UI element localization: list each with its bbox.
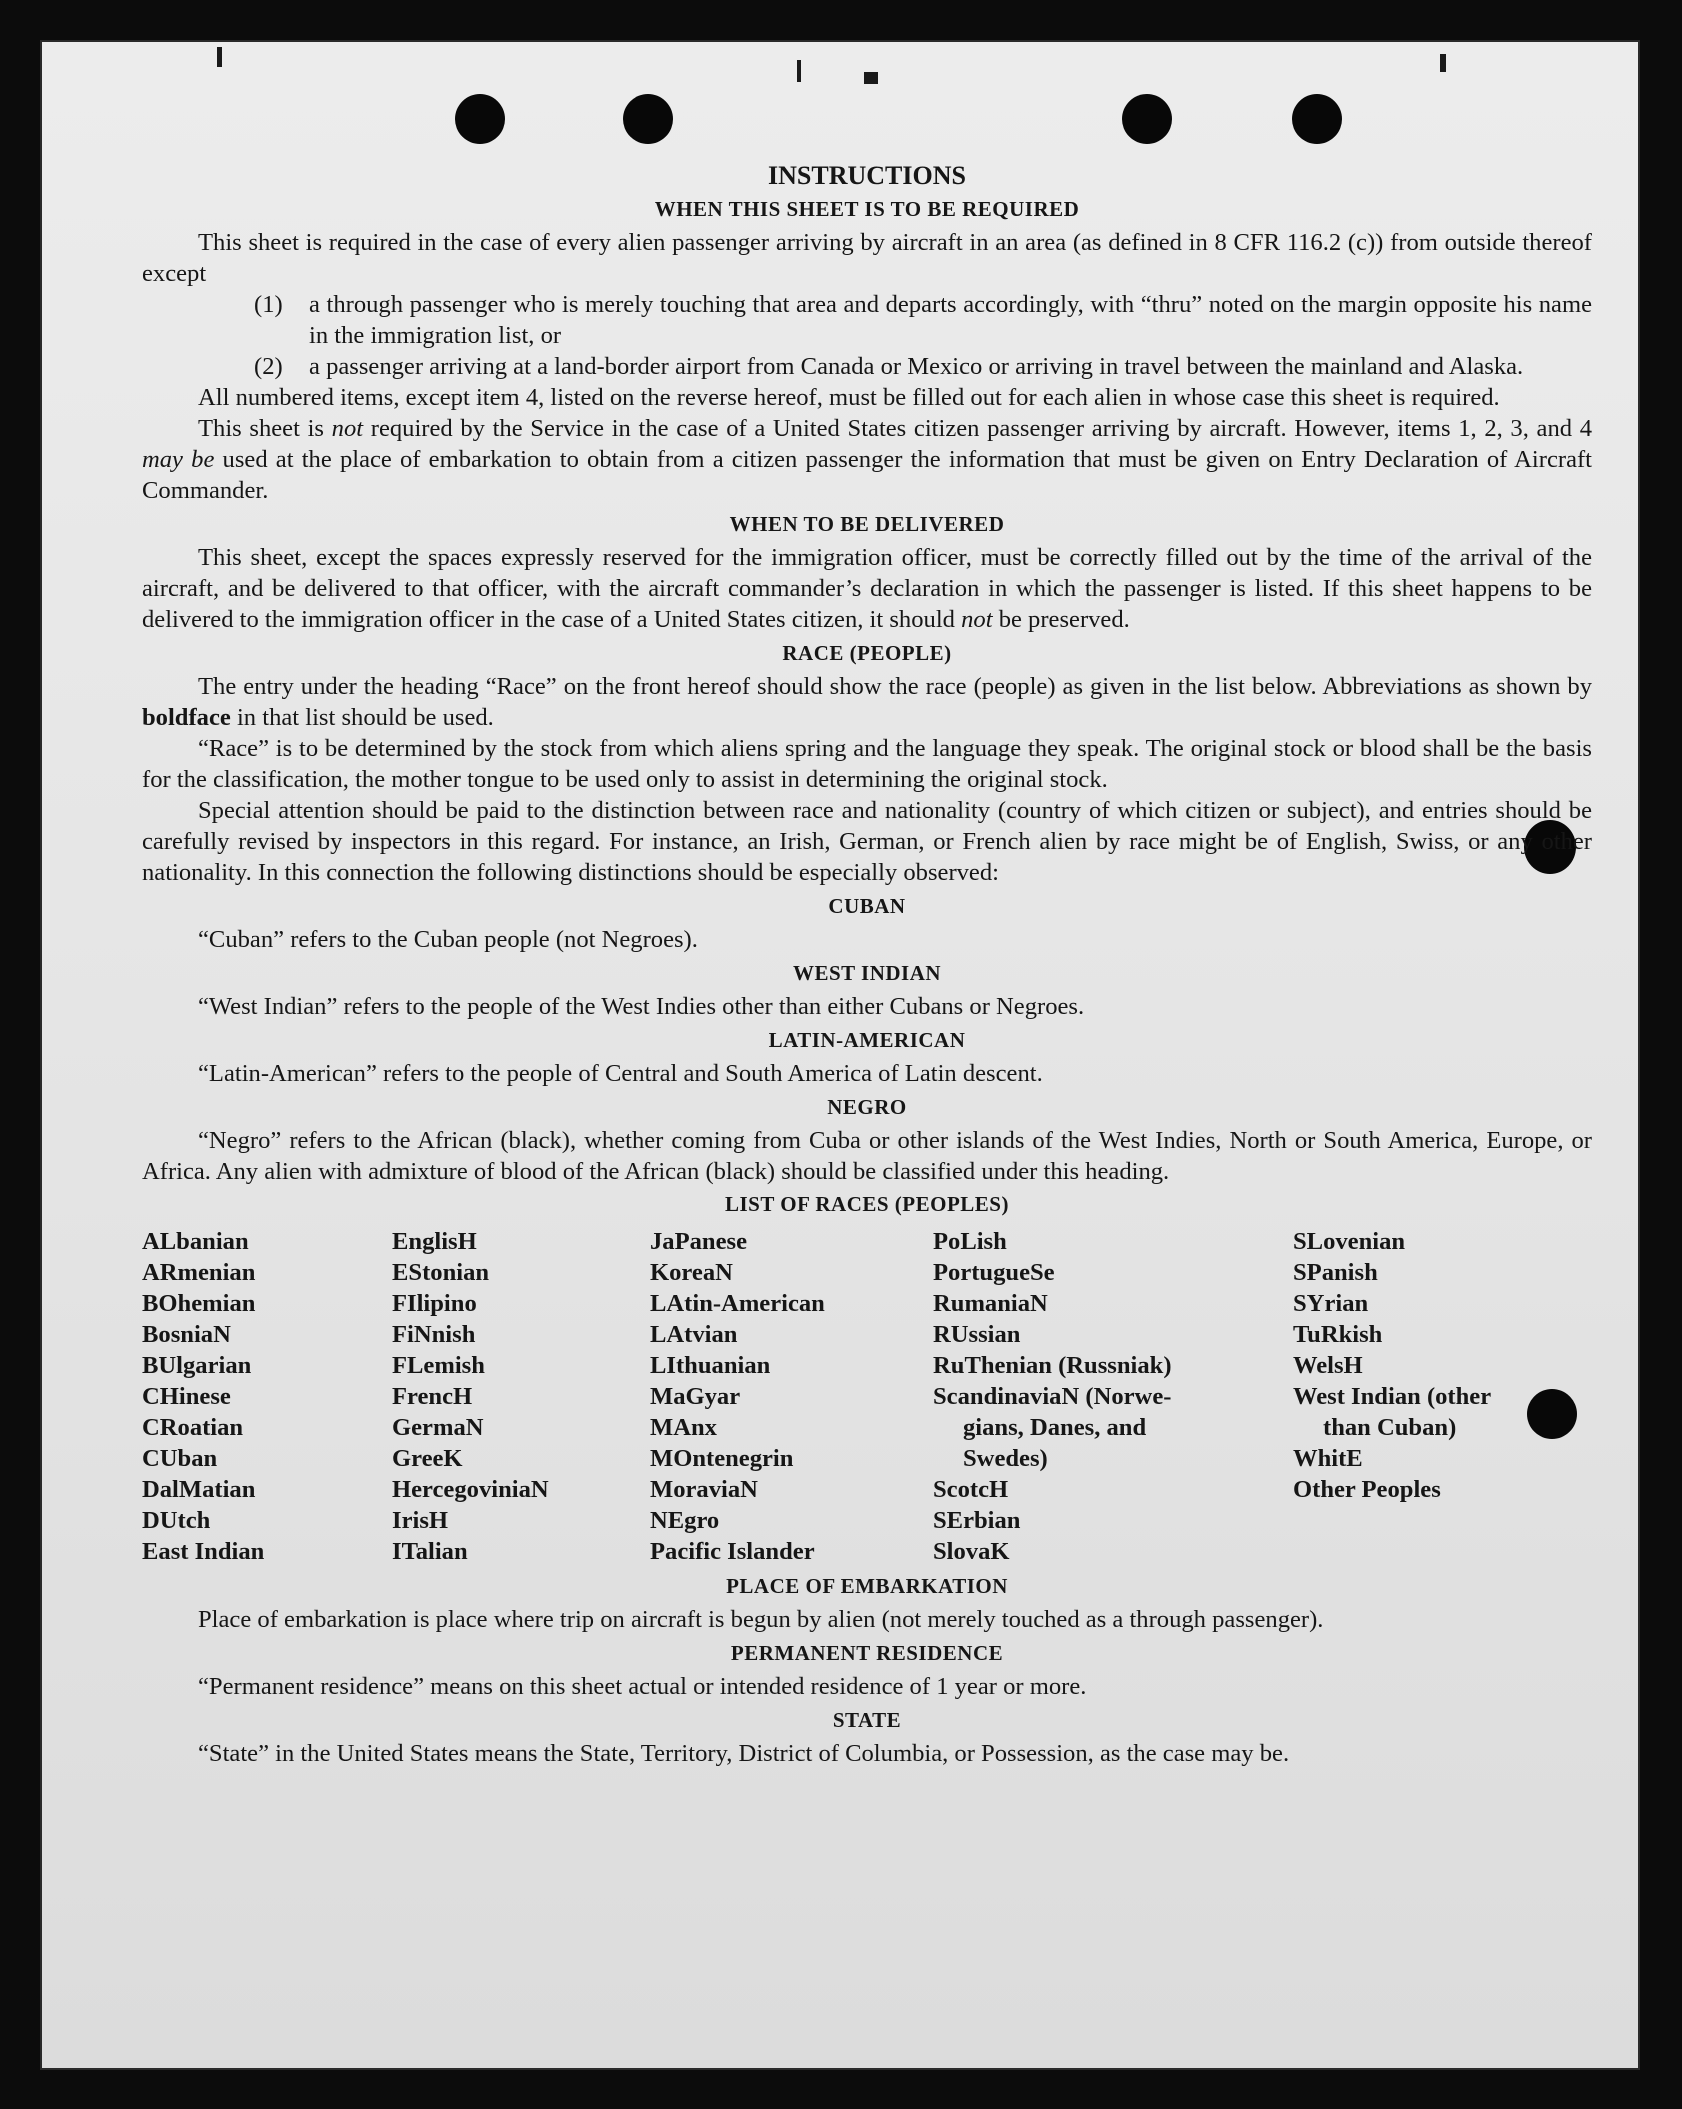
- paragraph: “Cuban” refers to the Cuban people (not Negroes).: [198, 926, 698, 953]
- list-item: RUssian: [933, 1321, 1021, 1348]
- list-item: gians, Danes, and: [963, 1414, 1147, 1441]
- list-item: Pacific Islander: [650, 1538, 815, 1565]
- section-heading: LIST OF RACES (PEOPLES): [725, 1192, 1009, 1216]
- list-item: Swedes): [963, 1445, 1048, 1472]
- list-item: EStonian: [392, 1259, 490, 1286]
- list-item: MoraviaN: [650, 1476, 758, 1503]
- list-item: HercegoviniaN: [392, 1476, 549, 1503]
- list-item: FIlipino: [392, 1290, 477, 1317]
- paragraph: Place of embarkation is place where trip on aircraft is begun by alien (not merely touched as a through passenger).: [198, 1606, 1324, 1633]
- instructions-body: [142, 160, 1592, 1769]
- item-text: a passenger arriving at a land-border airport from Canada or Mexico or arriving in travel between the mainland and Alaska.: [309, 353, 1524, 380]
- list-item: LIthuanian: [650, 1352, 771, 1379]
- paragraph: The entry under the heading “Race” on the front hereof should show the race (people) as given in the list below. Abbreviations as shown by boldface in that list should be used.: [142, 673, 1592, 731]
- list-item: West Indian (other: [1293, 1383, 1492, 1410]
- list-item: JaPanese: [650, 1228, 747, 1255]
- section-heading: NEGRO: [827, 1095, 907, 1119]
- list-item: FrencH: [392, 1383, 473, 1410]
- list-item: KoreaN: [650, 1259, 733, 1286]
- list-item: LAtvian: [650, 1321, 738, 1348]
- list-item: than Cuban): [1323, 1414, 1457, 1441]
- race-column: [650, 1226, 933, 1567]
- list-item: SErbian: [933, 1507, 1021, 1534]
- list-item: East Indian: [142, 1538, 265, 1565]
- paragraph: All numbered items, except item 4, listed on the reverse hereof, must be filled out for each alien in whose case this sheet is required.: [198, 384, 1500, 411]
- paragraph: “West Indian” refers to the people of the West Indies other than either Cubans or Negroes.: [198, 993, 1085, 1020]
- list-item: SLovenian: [1293, 1228, 1406, 1255]
- race-column: [933, 1226, 1293, 1567]
- list-item: CUban: [142, 1445, 218, 1472]
- list-item: MOntenegrin: [650, 1445, 794, 1472]
- list-item: ScandinaviaN (Norwe-: [933, 1383, 1172, 1410]
- list-item: NEgro: [650, 1507, 720, 1534]
- list-item: Other Peoples: [1293, 1476, 1441, 1503]
- scan-mark: [797, 60, 801, 82]
- list-item: GermaN: [392, 1414, 484, 1441]
- list-item: SlovaK: [933, 1538, 1010, 1565]
- list-item: LAtin-American: [650, 1290, 825, 1317]
- list-item: BosniaN: [142, 1321, 231, 1348]
- punch-hole: [1122, 94, 1172, 144]
- paragraph: “Negro” refers to the African (black), whether coming from Cuba or other islands of the West Indies, North or South America, Europe, or Africa. Any alien with admixture of blood of the African (black) should be classified under this heading.: [142, 1127, 1592, 1185]
- section-heading: STATE: [832, 1708, 902, 1732]
- list-item: DalMatian: [142, 1476, 256, 1503]
- list-item: FLemish: [392, 1352, 485, 1379]
- list-item: WhitE: [1293, 1445, 1363, 1472]
- paragraph: This sheet is not required by the Service in the case of a United States citizen passenger arriving by aircraft. However, items 1, 2, 3, and 4 may be used at the place of embarkation to obtain from a citizen passenger the information that must be given on Entry Declaration of Aircraft Commander.: [142, 415, 1593, 504]
- section-heading: WHEN THIS SHEET IS TO BE REQUIRED: [654, 197, 1080, 221]
- document-page: [40, 40, 1640, 2070]
- paragraph: Special attention should be paid to the distinction between race and nationality (country of which citizen or subject), and entries should be carefully revised by inspectors in this regard. For instance, an Irish, German, or French alien by race might be of English, Swiss, or any other nationality. In this connection the following distinctions should be especially observed:: [142, 797, 1592, 886]
- list-item: SYrian: [1293, 1290, 1369, 1317]
- list-item: DUtch: [142, 1507, 211, 1534]
- paragraph: This sheet is required in the case of every alien passenger arriving by aircraft in an area (as defined in 8 CFR 116.2 (c)) from outside thereof except: [142, 229, 1592, 287]
- scan-mark: [1440, 54, 1446, 72]
- item-number: (1): [254, 291, 283, 318]
- item-text: a through passenger who is merely touching that area and departs accordingly, with “thru” noted on the margin opposite his name in the immigration list, or: [309, 291, 1592, 349]
- list-item: CHinese: [142, 1383, 231, 1410]
- paragraph: “Race” is to be determined by the stock from which aliens spring and the language they speak. The original stock or blood shall be the basis for the classification, the mother tongue to be used only to assist in determining the original stock.: [142, 735, 1592, 793]
- list-item: ALbanian: [142, 1228, 249, 1255]
- list-item: EnglisH: [392, 1228, 477, 1255]
- list-item: ITalian: [392, 1538, 468, 1565]
- list-item: SPanish: [1293, 1259, 1378, 1286]
- section-heading: PERMANENT RESIDENCE: [730, 1641, 1004, 1665]
- section-heading: WHEN TO BE DELIVERED: [729, 512, 1005, 536]
- paragraph: “Permanent residence” means on this sheet actual or intended residence of 1 year or more.: [198, 1673, 1087, 1700]
- list-item: PortugueSe: [933, 1259, 1055, 1286]
- list-item: PoLish: [933, 1228, 1007, 1255]
- race-column: [142, 1226, 392, 1567]
- race-column: [1293, 1226, 1553, 1567]
- list-item: IrisH: [392, 1507, 449, 1534]
- paragraph: This sheet, except the spaces expressly reserved for the immigration officer, must be correctly filled out by the time of the arrival of the aircraft, and be delivered to that officer, with the aircraft commander’s declaration in which the passenger is listed. If this sheet happens to be delivered to the immigration officer in the case of a United States citizen, it should not be preserved.: [142, 544, 1592, 633]
- punch-hole: [455, 94, 505, 144]
- section-heading: PLACE OF EMBARKATION: [726, 1574, 1008, 1598]
- section-heading: WEST INDIAN: [792, 961, 942, 985]
- list-item: CRoatian: [142, 1414, 244, 1441]
- list-item: [254, 289, 1592, 351]
- section-heading: LATIN-AMERICAN: [768, 1028, 966, 1052]
- list-item: TuRkish: [1293, 1321, 1383, 1348]
- scan-mark: [864, 72, 878, 84]
- punch-hole: [1292, 94, 1342, 144]
- list-item: ScotcH: [933, 1476, 1009, 1503]
- paragraph: “State” in the United States means the State, Territory, District of Columbia, or Possession, as the case may be.: [198, 1740, 1290, 1767]
- scan-mark: [217, 47, 222, 67]
- list-item: MAnx: [650, 1414, 717, 1441]
- list-item: ARmenian: [142, 1259, 256, 1286]
- list-item: BOhemian: [142, 1290, 256, 1317]
- page-title: INSTRUCTIONS: [768, 161, 966, 190]
- list-item: FiNnish: [392, 1321, 476, 1348]
- paragraph: “Latin-American” refers to the people of Central and South America of Latin descent.: [198, 1060, 1043, 1087]
- race-column: [392, 1226, 650, 1567]
- section-heading: CUBAN: [828, 894, 906, 918]
- punch-hole: [623, 94, 673, 144]
- list-item: RumaniaN: [933, 1290, 1048, 1317]
- list-item: MaGyar: [650, 1383, 741, 1410]
- section-heading: RACE (PEOPLE): [782, 641, 952, 665]
- list-item: [254, 351, 1592, 382]
- race-list: [142, 1226, 1592, 1567]
- list-item: WelsH: [1293, 1352, 1363, 1379]
- item-number: (2): [254, 353, 283, 380]
- list-item: GreeK: [392, 1445, 463, 1472]
- list-item: BUlgarian: [142, 1352, 252, 1379]
- list-item: RuThenian (Russniak): [933, 1352, 1172, 1379]
